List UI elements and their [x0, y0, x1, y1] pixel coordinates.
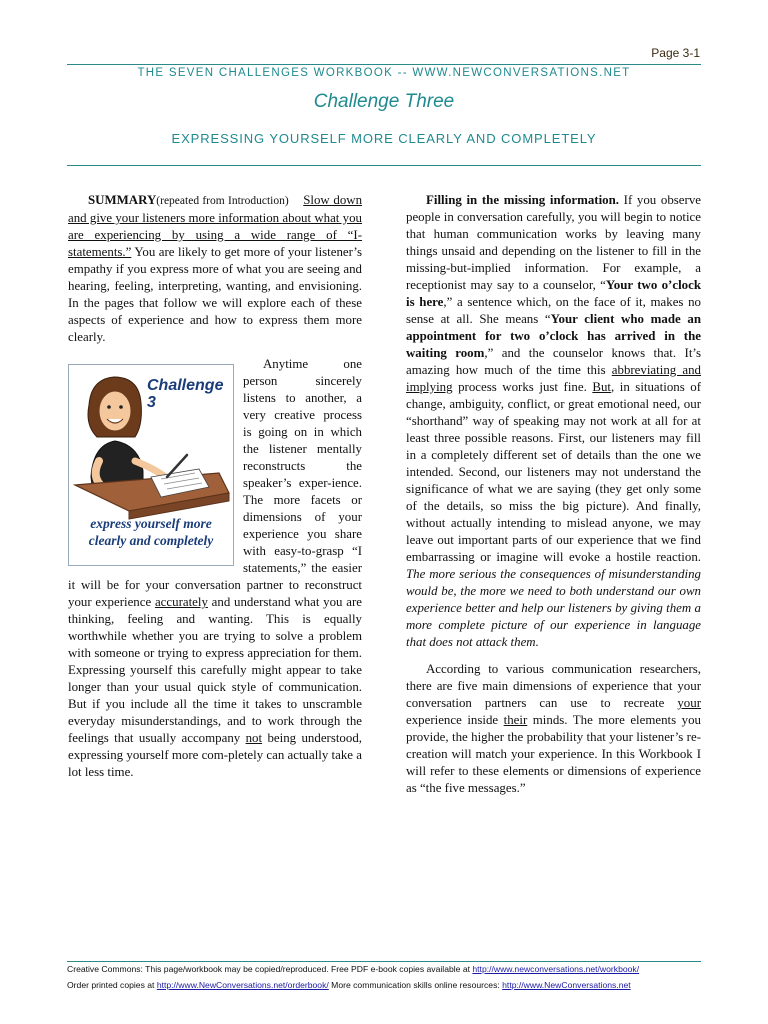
- missing-info-paragraph: [406, 192, 701, 651]
- five-dimensions-paragraph: [406, 661, 701, 797]
- figure-caption-line1: express yourself more: [90, 516, 212, 531]
- footer-resources-text: More communication skills online resources:: [328, 980, 503, 990]
- header-rule: [67, 64, 701, 65]
- right-column: [406, 192, 701, 807]
- p2-underline-not: not: [245, 731, 263, 745]
- orderbook-link[interactable]: http://www.NewConversations.net/orderbook/: [156, 980, 329, 990]
- site-link[interactable]: http://www.NewConversations.net: [502, 980, 631, 990]
- r1-underline-but: But: [592, 380, 611, 394]
- footer-line-1: [67, 962, 701, 976]
- footer-license-text: Creative Commons: This page/workbook may be copied/reproduced. Free PDF e-book copies available at: [67, 964, 473, 974]
- running-head: THE SEVEN CHALLENGES WORKBOOK -- WWW.NEWCONVERSATIONS.NET: [137, 67, 631, 79]
- r1-quote-2: Your client who made an appointment for two o’clock has arrived in the waiting room: [406, 312, 701, 360]
- figure-caption-line2: clearly and completely: [88, 533, 214, 548]
- r2-part-c: minds. The more elements you provide, the higher the probability that your listener’s re-creation will match your experience. In this Workbook I will refer to these elements or dimensions of experience as “the five messages.”: [406, 713, 701, 795]
- r2-underline-your: your: [677, 696, 701, 710]
- r1-part-b: ,” a sentence which, on the face of it, makes no sense at all. She means “: [406, 295, 701, 326]
- challenge-illustration: [68, 364, 234, 566]
- p2-part-a: Anytime one person sincerely listens to another, a very creative process is going on in which the listener mentally reconstructs the speaker’s exper-ience. The more facets or dimensions of your experience you share with easy-to-grasp “I statements,” the easier it will be for your conversation partner to reconstruct your experience: [68, 357, 362, 609]
- footer-line-2: [67, 978, 701, 992]
- figure-title: Challenge 3: [147, 377, 224, 411]
- r1-part-e: , in situations of change, ambiguity, conflict, or great emotional need, our “shorthand” way of speaking may not work at all for at least three possible reasons. First, our listeners may fill in a completely different set of details than the one we intended. Second, our listeners may not understand the significance of what we are saying (they get only some of the details, so miss the big picture). And finally, without actually intending to mislead anyone, we may leave out important parts of our experience that we find embarrassing or imagine will evoke a hostile reaction.: [406, 380, 702, 564]
- p2-part-c: being understood, expressing yourself more com-pletely can actually take a lot less time.: [68, 731, 362, 779]
- r1-part-a: If you observe people in conversation carefully, you will begin to notice that human communication works by leaving many things unsaid and depending on the listener to fill in the missing-but-implied information. For example, a receptionist may say to a counselor, “: [406, 193, 701, 292]
- r2-underline-their: their: [503, 713, 528, 727]
- p2-part-b: and understand what you are thinking, feeling and wanting. This is equally worthwhile whether you are trying to solve a problem with someone or trying to express appreciation for them. Expressing yourself this carefully might appear to take longer than your usual quick style of communication. But if you include all the time it takes to unscramble everyday misunderstandings, and to work through the feelings that usually accompany: [68, 595, 362, 745]
- figure-caption: [69, 515, 233, 549]
- r2-part-a: According to various communication researchers, there are five main dimensions of experience that your conversation partners can use to recreate: [406, 662, 701, 710]
- summary-rest: You are likely to get more of your listener’s empathy if you express more of what you are seeing and hearing, feeling, interpreting, wanting, and envisioning. In the pages that follow we will explore each of these aspects of experience and how to express them more clearly.: [68, 245, 362, 344]
- summary-lead: SUMMARY: [88, 193, 157, 207]
- summary-paragraph: [68, 192, 362, 346]
- r1-part-d: process works just fine.: [452, 380, 593, 394]
- footer-order-text: Order printed copies at: [67, 980, 157, 990]
- r1-quote-1: Your two o’clock is here: [406, 278, 701, 309]
- title-rule: [67, 165, 701, 166]
- r1-italic: The more serious the consequences of misunderstanding would be, the more we need to both understand our own experience better and help our listeners by giving them a more complete picture of our experience in language that does not attack them.: [406, 567, 701, 649]
- left-column: [68, 192, 362, 791]
- summary-note: (repeated from Introduction): [156, 195, 289, 207]
- r1-underline-abbreviating: abbreviating and implying: [406, 363, 701, 394]
- page-title: Challenge Three: [313, 91, 455, 112]
- r1-part-c: ,” and the counselor knows that. It’s amazing how much of the time this: [406, 346, 701, 377]
- page-subtitle: EXPRESSING YOURSELF MORE CLEARLY AND COMPLETELY: [171, 131, 597, 146]
- r2-part-b: experience inside: [406, 713, 504, 727]
- page-number: Page 3-1: [651, 46, 700, 60]
- missing-info-lead: Filling in the missing information.: [426, 193, 620, 207]
- summary-underlined: Slow down and give your listeners more information about what you are experiencing by using a wide range of “I-statements.”: [68, 193, 363, 259]
- p2-underline-accurately: accurately: [154, 595, 208, 609]
- workbook-link[interactable]: http://www.newconversations.net/workbook/: [472, 964, 640, 974]
